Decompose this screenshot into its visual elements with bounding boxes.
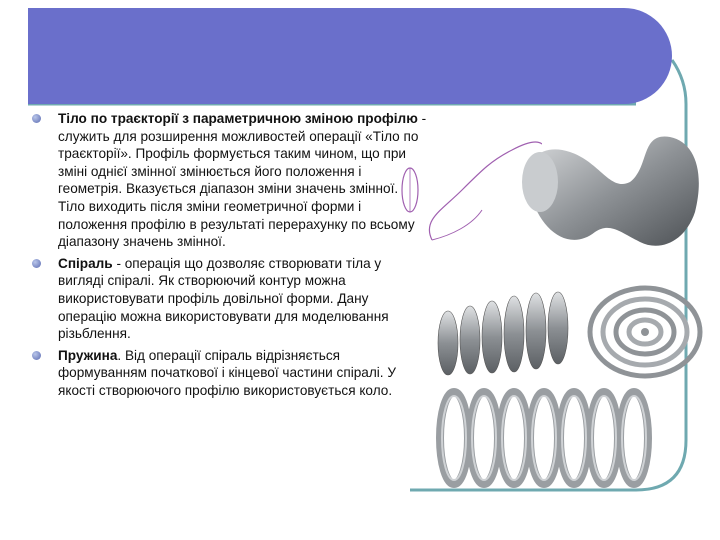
bullet-dot-icon <box>32 114 41 123</box>
bullet-text: . Від операції спіраль відрізняється формуванням початкової і кінцевої частини спіралі. У якості створюючого профілю використовується коло. <box>58 347 396 398</box>
header-band <box>28 8 672 104</box>
bullet-title: Спіраль <box>58 255 113 271</box>
thread-turns <box>438 292 568 375</box>
bullet-text: - операція що дозволяє створювати тіла у вигляді спіралі. Як створюючий контур можна використовувати профіль довільної форми. Дану операцію можна використовувати для моделювання різьблення. <box>58 255 389 342</box>
flat-spiral-illustration <box>586 282 704 382</box>
bullet-sweep-variable-profile <box>28 110 428 251</box>
swept-body-illustration <box>500 112 710 262</box>
bullet-spring <box>28 347 428 400</box>
thread-spiral-illustration <box>428 288 578 383</box>
bullet-title: Пружина <box>58 347 118 363</box>
bullet-dot-icon <box>32 259 41 268</box>
slide-content <box>28 110 428 404</box>
bullet-title: Тіло по траєкторії з параметричною зміною профілю <box>58 111 418 126</box>
bullet-text: - служить для розширення можливостей операції «Тіло по траєкторії». Профіль формується таким чином, що при зміні однієї змінної змінюється його положення і геометрія. Вказується діапазон зміни значень змінної. Тіло виходить після зміни геометричної форми і положення профілю в результаті перерахунку по всьому діапазону значень змінної. <box>58 111 427 250</box>
bullet-spiral <box>28 255 428 343</box>
spring-illustration <box>432 382 668 494</box>
bullet-dot-icon <box>32 351 41 360</box>
